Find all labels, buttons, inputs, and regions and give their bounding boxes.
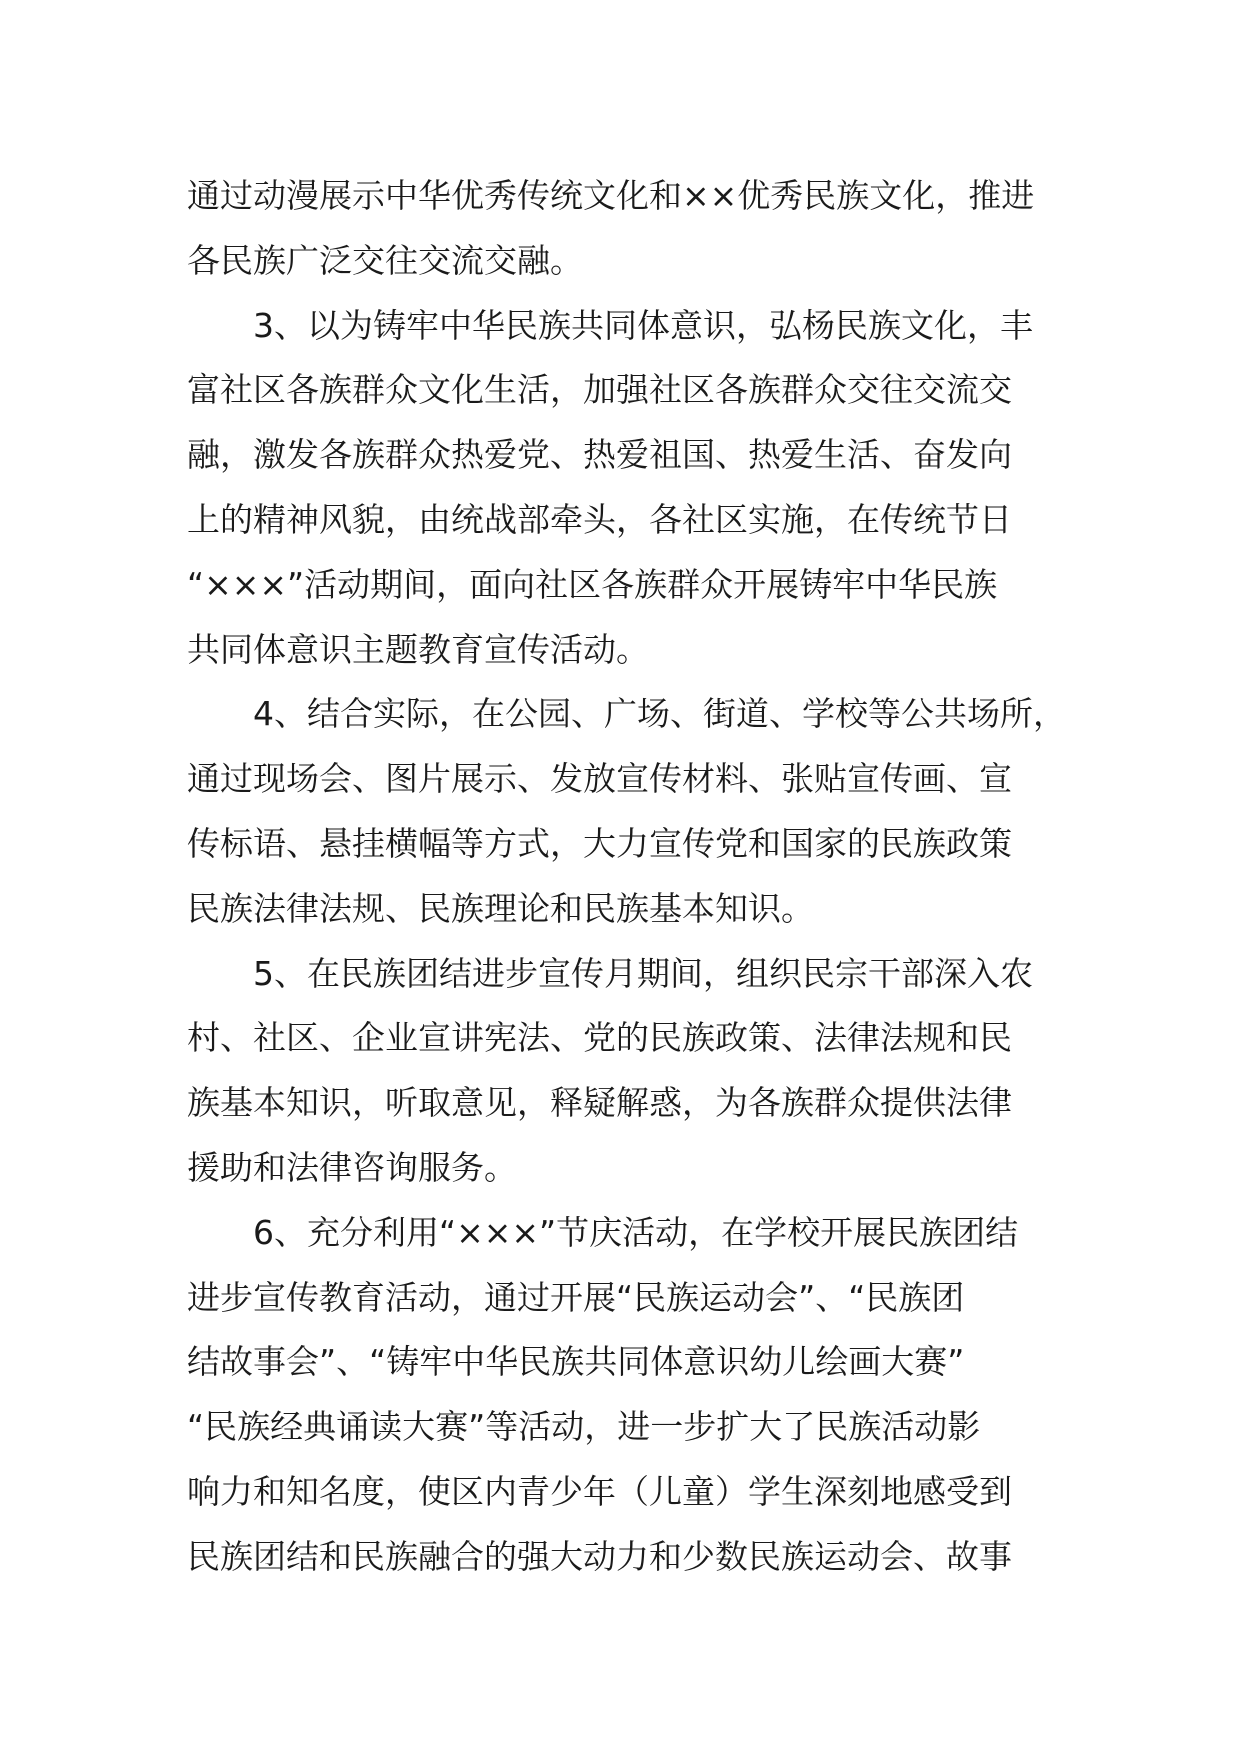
text-line: 富社区各族群众文化生活，加强社区各族群众交往交流交 <box>187 370 1012 410</box>
text-line: 村、社区、企业宣讲宪法、党的民族政策、法律法规和民 <box>187 1018 1012 1058</box>
text-line: 6、充分利用“×××”节庆活动，在学校开展民族团结 <box>187 1212 1019 1252</box>
text-line: 族基本知识，听取意见，释疑解惑，为各族群众提供法律 <box>187 1083 1012 1123</box>
document-body <box>187 164 1067 1590</box>
text-line: 3、以为铸牢中华民族共同体意识，弘杨民族文化，丰 <box>187 305 1033 345</box>
text-line: 4、结合实际，在公园、广场、街道、学校等公共场所， <box>187 694 1066 734</box>
text-line: 援助和法律咨询服务。 <box>187 1147 517 1187</box>
text-line: “×××”活动期间，面向社区各族群众开展铸牢中华民族 <box>187 564 998 604</box>
text-line: 进步宣传教育活动，通过开展“民族运动会”、“民族团 <box>187 1277 965 1317</box>
text-line: 上的精神风貌，由统战部牵头，各社区实施，在传统节日 <box>187 499 1012 539</box>
text-line: 各民族广泛交往交流交融。 <box>187 240 583 280</box>
text-line: 响力和知名度，使区内青少年（儿童）学生深刻地感受到 <box>187 1471 1012 1511</box>
text-line: 传标语、悬挂横幅等方式，大力宣传党和国家的民族政策 <box>187 823 1012 863</box>
text-line: 共同体意识主题教育宣传活动。 <box>187 629 649 669</box>
text-line: 融，激发各族群众热爱党、热爱祖国、热爱生活、奋发向 <box>187 435 1012 475</box>
text-line: 通过动漫展示中华优秀传统文化和××优秀民族文化，推进 <box>187 176 1035 215</box>
text-line: 5、在民族团结进步宣传月期间，组织民宗干部深入农 <box>187 953 1033 993</box>
text-line: 民族团结和民族融合的强大动力和少数民族运动会、故事 <box>187 1536 1012 1576</box>
text-line: 通过现场会、图片展示、发放宣传材料、张贴宣传画、宣 <box>187 759 1012 799</box>
text-line: “民族经典诵读大赛”等活动，进一步扩大了民族活动影 <box>187 1407 981 1447</box>
text-line: 民族法律法规、民族理论和民族基本知识。 <box>187 888 814 928</box>
text-line: 结故事会”、“铸牢中华民族共同体意识幼儿绘画大赛” <box>187 1342 965 1382</box>
